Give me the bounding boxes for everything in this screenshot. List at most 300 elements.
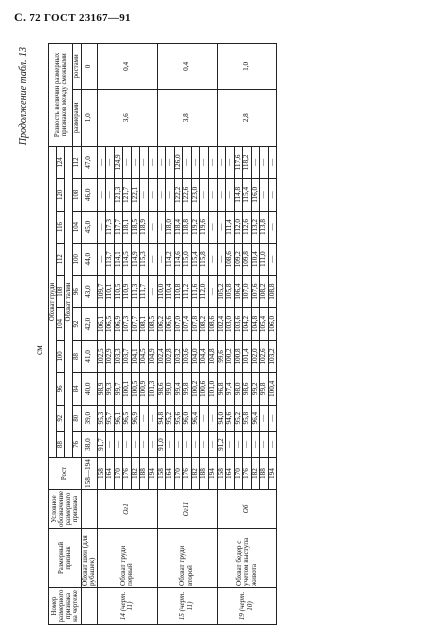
value-cell: 43,0	[81, 275, 97, 307]
value-cell: 100,1	[123, 373, 132, 405]
chest-size-header: 124	[57, 146, 65, 178]
value-cell: —	[208, 275, 217, 307]
value-cell: —	[140, 146, 149, 178]
value-cell: —	[226, 431, 235, 457]
value-cell: —	[268, 405, 277, 431]
value-cell: —	[149, 146, 158, 178]
value-cell: —	[208, 179, 217, 211]
value-cell: 108,8	[268, 275, 277, 307]
value-cell: —	[208, 405, 217, 431]
value-cell: —	[166, 146, 175, 178]
row-symbol: Ог1	[97, 489, 157, 528]
value-cell: 118,4	[174, 211, 183, 243]
value-cell: —	[106, 179, 115, 211]
row-symbol	[81, 489, 97, 528]
value-cell: —	[97, 211, 106, 243]
value-cell: 107,6	[251, 275, 260, 307]
value-cell: 115,8	[200, 243, 209, 275]
value-cell: 99,8	[260, 373, 269, 405]
value-cell: 107,8	[191, 308, 200, 340]
value-cell: 110,4	[251, 243, 260, 275]
value-cell: —	[251, 146, 260, 178]
value-cell: 100,2	[226, 340, 235, 372]
value-cell: 94,8	[157, 405, 166, 431]
value-cell: 108,2	[200, 308, 209, 340]
value-cell: —	[174, 431, 183, 457]
value-cell: —	[149, 405, 158, 431]
value-cell: 109,8	[243, 243, 252, 275]
value-cell: —	[131, 431, 140, 457]
value-cell: 94,0	[217, 405, 226, 431]
value-cell: 102,6	[260, 340, 269, 372]
value-cell: 121,7	[123, 179, 132, 211]
row-diff-size: 2,8	[217, 89, 277, 146]
value-cell: —	[191, 431, 200, 457]
value-cell: 118,2	[243, 146, 252, 178]
value-cell: 114,6	[174, 243, 183, 275]
value-cell: —	[149, 243, 158, 275]
value-cell: 107,7	[131, 308, 140, 340]
value-cell: 123,0	[191, 179, 200, 211]
value-cell: 115,0	[183, 243, 192, 275]
value-cell: 108,2	[260, 275, 269, 307]
value-cell: —	[268, 146, 277, 178]
value-cell: 104,8	[208, 340, 217, 372]
value-cell: 105,4	[260, 308, 269, 340]
row-diff-size: 1,0	[81, 89, 97, 146]
value-cell: 111,6	[191, 275, 200, 307]
row-height: 164	[106, 458, 115, 490]
value-cell: —	[97, 179, 106, 211]
value-cell: 95,2	[234, 405, 243, 431]
value-cell: —	[131, 146, 140, 178]
value-cell: 112,6	[243, 211, 252, 243]
chest-size-header: 96	[57, 373, 65, 405]
value-cell: 95,7	[106, 405, 115, 431]
value-cell: 104,0	[191, 340, 200, 372]
value-cell: 103,2	[268, 340, 277, 372]
row-height: 188	[140, 458, 149, 490]
row-feature: Обхват груди первый	[97, 529, 157, 588]
value-cell: —	[260, 179, 269, 211]
value-cell: —	[191, 146, 200, 178]
value-cell: 115,4	[243, 179, 252, 211]
standard-code: ГОСТ 23167—91	[44, 12, 131, 24]
row-feature: Обхват груди второй	[157, 529, 217, 588]
value-cell: 114,8	[234, 179, 243, 211]
value-cell: 107,0	[174, 308, 183, 340]
value-cell: —	[260, 431, 269, 457]
chest-size-header: 112	[57, 243, 65, 275]
row-height: 188	[200, 458, 209, 490]
value-cell: —	[157, 146, 166, 178]
value-cell: 105,8	[226, 275, 235, 307]
value-cell: 106,0	[268, 308, 277, 340]
value-cell: 91,0	[157, 431, 166, 457]
value-cell: 96,5	[123, 405, 132, 431]
value-cell: 104,2	[243, 308, 252, 340]
value-cell: 91,7	[97, 431, 106, 457]
row-symbol: Ог11	[157, 489, 217, 528]
value-cell: 118,0	[166, 211, 175, 243]
value-cell: —	[226, 146, 235, 178]
value-cell: 114,2	[166, 243, 175, 275]
value-cell: 99,2	[251, 373, 260, 405]
value-cell: 47,0	[81, 146, 97, 178]
waist-size-header: 84	[73, 373, 81, 405]
col-header-waist-group: Обхват талии	[65, 146, 73, 457]
value-cell: 101,3	[149, 373, 158, 405]
value-cell: 97,4	[226, 373, 235, 405]
value-cell: —	[149, 211, 158, 243]
row-height: 188	[260, 458, 269, 490]
value-cell: 116,0	[251, 179, 260, 211]
value-cell: 100,5	[131, 373, 140, 405]
value-cell: —	[166, 431, 175, 457]
value-cell: —	[200, 179, 209, 211]
value-cell: —	[183, 146, 192, 178]
value-cell: 111,4	[226, 211, 235, 243]
row-diff-height: 1,0	[217, 44, 277, 90]
value-cell: 40,0	[81, 373, 97, 405]
value-cell: —	[97, 146, 106, 178]
value-cell: —	[140, 405, 149, 431]
waist-size-header: 104	[73, 211, 81, 243]
unit-label: см	[34, 345, 44, 355]
value-cell: 102,5	[97, 340, 106, 372]
value-cell: 99,3	[106, 373, 115, 405]
page-number: 72	[29, 12, 41, 24]
value-cell: 99,6	[217, 340, 226, 372]
value-cell: 100,6	[200, 373, 209, 405]
row-height: 176	[123, 458, 132, 490]
value-cell: 103,3	[114, 340, 123, 372]
value-cell: 101,0	[208, 373, 217, 405]
value-cell: 102,4	[157, 340, 166, 372]
value-cell: 95,6	[174, 405, 183, 431]
value-cell: 99,0	[166, 373, 175, 405]
row-diff-size: 3,8	[157, 89, 217, 146]
value-cell: —	[149, 179, 158, 211]
row-feature: Обхват бедер с учетом выступа живота	[217, 529, 277, 588]
value-cell: 41,0	[81, 340, 97, 372]
value-cell: 106,1	[97, 308, 106, 340]
value-cell: —	[260, 405, 269, 431]
value-cell: —	[217, 179, 226, 211]
value-cell: 114,9	[131, 243, 140, 275]
value-cell: 106,6	[166, 308, 175, 340]
value-cell: 121,3	[114, 179, 123, 211]
value-cell: 106,9	[114, 308, 123, 340]
row-number: 19 (черт. 10)	[217, 588, 277, 625]
value-cell: 104,4	[200, 340, 209, 372]
row-height: 176	[183, 458, 192, 490]
value-cell: 96,9	[131, 405, 140, 431]
row-height: 170	[174, 458, 183, 490]
value-cell: 95,2	[166, 405, 175, 431]
value-cell: —	[157, 211, 166, 243]
value-cell: 107,0	[243, 275, 252, 307]
page-header	[14, 10, 131, 25]
value-cell: 106,2	[157, 308, 166, 340]
row-height: 176	[243, 458, 252, 490]
value-cell: 103,7	[123, 340, 132, 372]
table-row	[81, 44, 97, 625]
value-cell: 107,4	[183, 308, 192, 340]
value-cell: —	[106, 146, 115, 178]
chest-size-header: 108	[57, 275, 65, 307]
value-cell: 100,4	[268, 373, 277, 405]
value-cell: 118,8	[183, 211, 192, 243]
value-cell: 107,3	[123, 308, 132, 340]
value-cell: 104,9	[149, 340, 158, 372]
value-cell: 39,0	[81, 405, 97, 431]
waist-size-header: 76	[73, 431, 81, 457]
table-canvas	[20, 43, 412, 625]
value-cell: 99,4	[174, 373, 183, 405]
value-cell: 104,8	[251, 308, 260, 340]
value-cell: —	[140, 179, 149, 211]
value-cell: 122,2	[174, 179, 183, 211]
value-cell: 99,7	[114, 373, 123, 405]
value-cell: 112,0	[200, 275, 209, 307]
value-cell: 110,1	[106, 275, 115, 307]
rotated-table-area	[18, 43, 425, 623]
value-cell: 109,7	[97, 275, 106, 307]
row-height: 194	[149, 458, 158, 490]
col-header-symbol: Условное обозначение размерного признака	[49, 489, 82, 528]
value-cell: 96,8	[217, 373, 226, 405]
value-cell: —	[208, 431, 217, 457]
value-cell: 108,1	[140, 308, 149, 340]
value-cell: 110,4	[166, 275, 175, 307]
value-cell: 109,2	[234, 243, 243, 275]
waist-size-header: 88	[73, 340, 81, 372]
row-number: 15 (черт. 11)	[157, 588, 217, 625]
col-header-chest-group: Обхват груди	[49, 146, 57, 457]
value-cell: 102,0	[251, 340, 260, 372]
waist-size-header: 92	[73, 308, 81, 340]
value-cell: 42,0	[81, 308, 97, 340]
value-cell: 91,2	[217, 431, 226, 457]
row-height: 182	[131, 458, 140, 490]
waist-size-header: 96	[73, 275, 81, 307]
value-cell: 111,3	[131, 275, 140, 307]
value-cell: 104,1	[131, 340, 140, 372]
table-row	[97, 44, 106, 625]
value-cell: —	[123, 146, 132, 178]
waist-size-header: 100	[73, 243, 81, 275]
value-cell: 102,8	[166, 340, 175, 372]
value-cell: 118,5	[131, 211, 140, 243]
row-height: 158	[157, 458, 166, 490]
value-cell: —	[268, 211, 277, 243]
row-number	[81, 588, 97, 625]
value-cell: 108,6	[226, 243, 235, 275]
value-cell: 110,0	[157, 275, 166, 307]
value-cell: 119,2	[191, 211, 200, 243]
value-cell: 102,4	[217, 308, 226, 340]
value-cell: —	[251, 431, 260, 457]
value-cell: 46,0	[81, 179, 97, 211]
value-cell: 105,2	[217, 275, 226, 307]
row-height: 164	[226, 458, 235, 490]
row-feature: Обхват шеи (для рубашек)	[81, 529, 97, 588]
value-cell: 96,4	[251, 405, 260, 431]
value-cell: —	[268, 243, 277, 275]
value-cell: 115,4	[191, 243, 200, 275]
value-cell: —	[243, 431, 252, 457]
value-cell: 117,3	[106, 211, 115, 243]
value-cell: —	[123, 431, 132, 457]
col-header-diff-group: Разность величин размерных признаков между смежными	[49, 44, 73, 147]
value-cell: —	[140, 431, 149, 457]
row-diff-height: 0,4	[97, 44, 157, 90]
row-height: 158	[217, 458, 226, 490]
value-cell: —	[260, 146, 269, 178]
measurement-table	[48, 43, 277, 625]
waist-size-header: 112	[73, 146, 81, 178]
value-cell: 99,8	[183, 373, 192, 405]
page-mark: С.	[14, 10, 27, 24]
value-cell: 103,6	[234, 308, 243, 340]
value-cell: 114,5	[123, 243, 132, 275]
value-cell: 98,0	[234, 373, 243, 405]
row-height: 170	[234, 458, 243, 490]
value-cell: 106,4	[234, 275, 243, 307]
diff-size-header: размерами	[73, 89, 81, 146]
row-diff-height: 0,4	[157, 44, 217, 90]
table-row	[157, 44, 166, 625]
value-cell: —	[149, 431, 158, 457]
value-cell: —	[208, 146, 217, 178]
chest-size-header: 88	[57, 431, 65, 457]
value-cell: —	[106, 431, 115, 457]
value-cell: —	[217, 211, 226, 243]
value-cell: 106,5	[106, 308, 115, 340]
row-height: 158	[97, 458, 106, 490]
value-cell: —	[166, 179, 175, 211]
value-cell: 108,6	[208, 308, 217, 340]
value-cell: 94,6	[226, 405, 235, 431]
value-cell: —	[157, 243, 166, 275]
value-cell: 117,7	[114, 211, 123, 243]
value-cell: 38,0	[81, 431, 97, 457]
chest-size-header: 104	[57, 308, 65, 340]
value-cell: 98,6	[157, 373, 166, 405]
value-cell: —	[268, 431, 277, 457]
value-cell: 122,1	[131, 179, 140, 211]
value-cell: —	[208, 243, 217, 275]
value-cell: —	[183, 431, 192, 457]
value-cell: 100,8	[234, 340, 243, 372]
value-cell: 113,2	[251, 211, 260, 243]
row-height: 194	[208, 458, 217, 490]
waist-size-header: 80	[73, 405, 81, 431]
value-cell: 95,8	[243, 405, 252, 431]
value-cell: 96,4	[191, 405, 200, 431]
row-height: 170	[114, 458, 123, 490]
diff-height-header: ростами	[73, 44, 81, 90]
value-cell: 110,9	[123, 275, 132, 307]
value-cell: 44,0	[81, 243, 97, 275]
waist-size-header: 108	[73, 179, 81, 211]
col-header-feature: Размерный признак	[49, 529, 82, 588]
continuation-label: Продолжение табл. 13	[18, 47, 29, 146]
value-cell: 113,8	[260, 211, 269, 243]
value-cell: —	[208, 211, 217, 243]
row-height: 194	[268, 458, 277, 490]
value-cell: 104,5	[140, 340, 149, 372]
value-cell: 103,2	[174, 340, 183, 372]
value-cell: 118,9	[140, 211, 149, 243]
value-cell: —	[200, 405, 209, 431]
row-symbol: Об	[217, 489, 277, 528]
value-cell: 103,0	[226, 308, 235, 340]
value-cell: 100,2	[191, 373, 200, 405]
value-cell: 95,3	[97, 405, 106, 431]
value-cell: —	[157, 179, 166, 211]
value-cell: 96,1	[114, 405, 123, 431]
value-cell: —	[217, 243, 226, 275]
row-height: 182	[251, 458, 260, 490]
value-cell: —	[149, 275, 158, 307]
value-cell: 112,0	[234, 211, 243, 243]
chest-size-header: 92	[57, 405, 65, 431]
value-cell: 115,3	[140, 243, 149, 275]
value-cell: 108,5	[149, 308, 158, 340]
chest-size-header: 100	[57, 340, 65, 372]
value-cell: 117,6	[234, 146, 243, 178]
col-header-height: Рост	[49, 458, 82, 490]
row-height: 158—194	[81, 458, 97, 490]
value-cell: 45,0	[81, 211, 97, 243]
row-height: 164	[166, 458, 175, 490]
value-cell: 111,2	[183, 275, 192, 307]
col-header-number: Номер размерного признака на чертеже	[49, 588, 82, 625]
value-cell: 111,7	[140, 275, 149, 307]
value-cell: 122,6	[183, 179, 192, 211]
value-cell: 119,6	[200, 211, 209, 243]
value-cell: —	[226, 179, 235, 211]
row-number: 14 (черт. 11)	[97, 588, 157, 625]
value-cell: 118,1	[123, 211, 132, 243]
value-cell: —	[114, 431, 123, 457]
value-cell: 96,0	[183, 405, 192, 431]
value-cell: —	[217, 146, 226, 178]
value-cell: 126,0	[174, 146, 183, 178]
value-cell: —	[97, 243, 106, 275]
value-cell: 114,1	[114, 243, 123, 275]
value-cell: 113,7	[106, 243, 115, 275]
chest-size-header: 116	[57, 211, 65, 243]
value-cell: 102,9	[106, 340, 115, 372]
value-cell: 98,6	[243, 373, 252, 405]
value-cell: 110,5	[114, 275, 123, 307]
row-height: 182	[191, 458, 200, 490]
value-cell: 98,9	[97, 373, 106, 405]
row-diff-height: 0	[81, 44, 97, 90]
value-cell: 103,6	[183, 340, 192, 372]
chest-size-header: 120	[57, 179, 65, 211]
value-cell: —	[200, 431, 209, 457]
value-cell: —	[200, 146, 209, 178]
value-cell: 100,9	[140, 373, 149, 405]
value-cell: —	[268, 179, 277, 211]
value-cell: 110,8	[174, 275, 183, 307]
value-cell: 124,9	[114, 146, 123, 178]
table-row	[217, 44, 226, 625]
